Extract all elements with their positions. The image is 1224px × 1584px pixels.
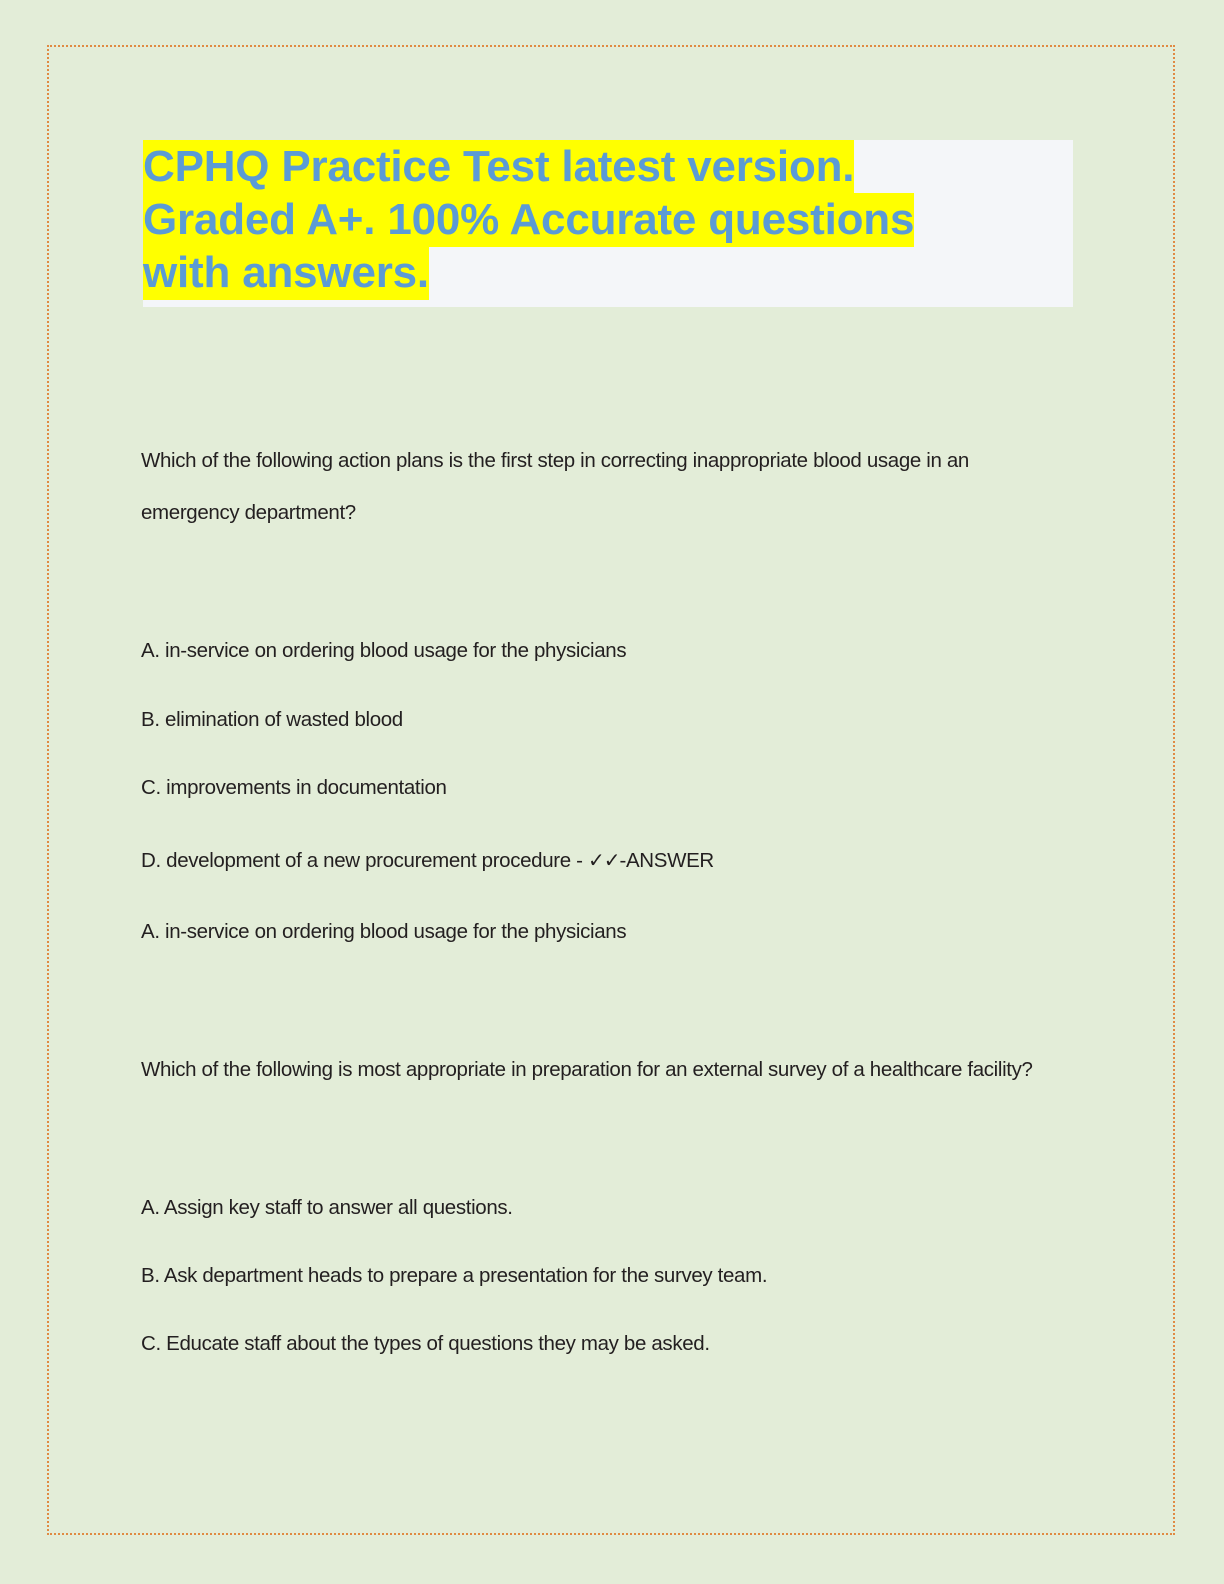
- page-title-line-3-text: with answers.: [143, 246, 429, 300]
- answer-checkmark-icon: ✓✓: [587, 848, 620, 872]
- answer-marker-label: -ANSWER: [619, 849, 714, 872]
- question-2-stem-line-1: Which of the following is most appropriate in preparation for an external survey of a healthcare facility?: [141, 1058, 1033, 1081]
- question-1-option-d-text: D. development of a new procurement procedure -: [141, 849, 588, 872]
- question-1-option-a: A. in-service on ordering blood usage for the physicians: [141, 639, 627, 662]
- question-2-option-b: B. Ask department heads to prepare a presentation for the survey team.: [141, 1264, 768, 1287]
- question-1-option-b: B. elimination of wasted blood: [141, 708, 403, 731]
- page-title-line-1: [143, 140, 1083, 193]
- question-2-option-c: C. Educate staff about the types of questions they may be asked.: [141, 1332, 710, 1355]
- question-1-option-d-answer-line: [141, 847, 714, 874]
- page-title-line-3: [143, 246, 1083, 299]
- question-1-option-c: C. improvements in documentation: [141, 776, 447, 799]
- question-1-stem-line-2: emergency department?: [141, 501, 356, 524]
- question-2-option-a: A. Assign key staff to answer all questions.: [141, 1196, 513, 1219]
- page-title-line-1-text: CPHQ Practice Test latest version.: [143, 140, 854, 194]
- page-title-line-2: [143, 193, 1083, 246]
- page-title: [143, 140, 1083, 299]
- page-title-line-2-text: Graded A+. 100% Accurate questions: [143, 193, 914, 247]
- question-1-answer-text: A. in-service on ordering blood usage for the physicians: [141, 920, 627, 943]
- question-1-stem-line-1: Which of the following action plans is the first step in correcting inappropriate blood usage in an: [141, 449, 969, 472]
